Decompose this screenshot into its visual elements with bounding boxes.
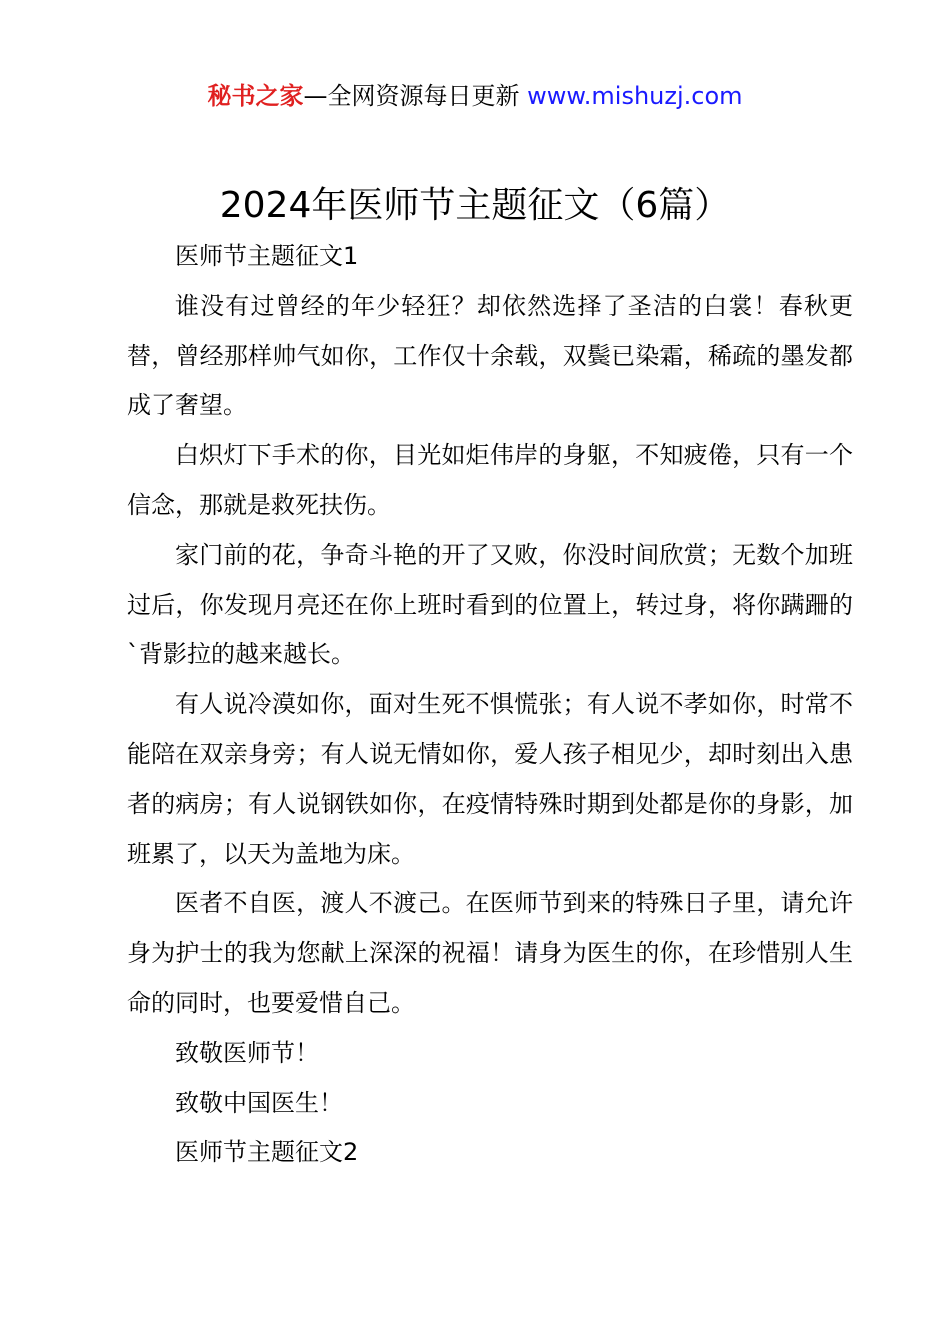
document-body — [127, 232, 853, 1178]
site-tagline: —全网资源每日更新 — [303, 82, 528, 110]
paragraph: 有人说冷漠如你，面对生死不惧慌张；有人说不孝如你，时常不能陪在双亲身旁；有人说无情如你，爱人孩子相见少，却时刻出入患者的病房；有人说钢铁如你，在疫情特殊时期到处都是你的身影，加班累了，以天为盖地为床。 — [127, 690, 853, 868]
site-header — [0, 80, 950, 112]
section-heading-1: 医师节主题征文1 — [175, 242, 359, 270]
site-url[interactable]: www.mishuzj.com — [527, 82, 743, 110]
paragraph: 医者不自医，渡人不渡己。在医师节到来的特殊日子里，请允许身为护士的我为您献上深深的祝福！请身为医生的你，在珍惜别人生命的同时，也要爱惜自己。 — [127, 889, 853, 1017]
paragraph: 白炽灯下手术的你，目光如炬伟岸的身躯，不知疲倦，只有一个信念，那就是救死扶伤。 — [127, 441, 853, 519]
paragraph: 家门前的花，争奇斗艳的开了又败，你没时间欣赏；无数个加班过后，你发现月亮还在你上班时看到的位置上，转过身，将你蹒跚的`背影拉的越来越长。 — [127, 540, 853, 669]
paragraph: 致敬中国医生！ — [175, 1088, 343, 1117]
document-title: 2024年医师节主题征文（6篇） — [219, 185, 731, 226]
site-brand: 秘书之家 — [207, 82, 304, 110]
paragraph: 谁没有过曾经的年少轻狂？却依然选择了圣洁的白裳！春秋更替，曾经那样帅气如你，工作仅十余载，双鬓已染霜，稀疏的墨发都成了奢望。 — [127, 291, 853, 420]
section-heading-2: 医师节主题征文2 — [175, 1138, 359, 1167]
paragraph: 致敬医师节！ — [175, 1038, 319, 1067]
